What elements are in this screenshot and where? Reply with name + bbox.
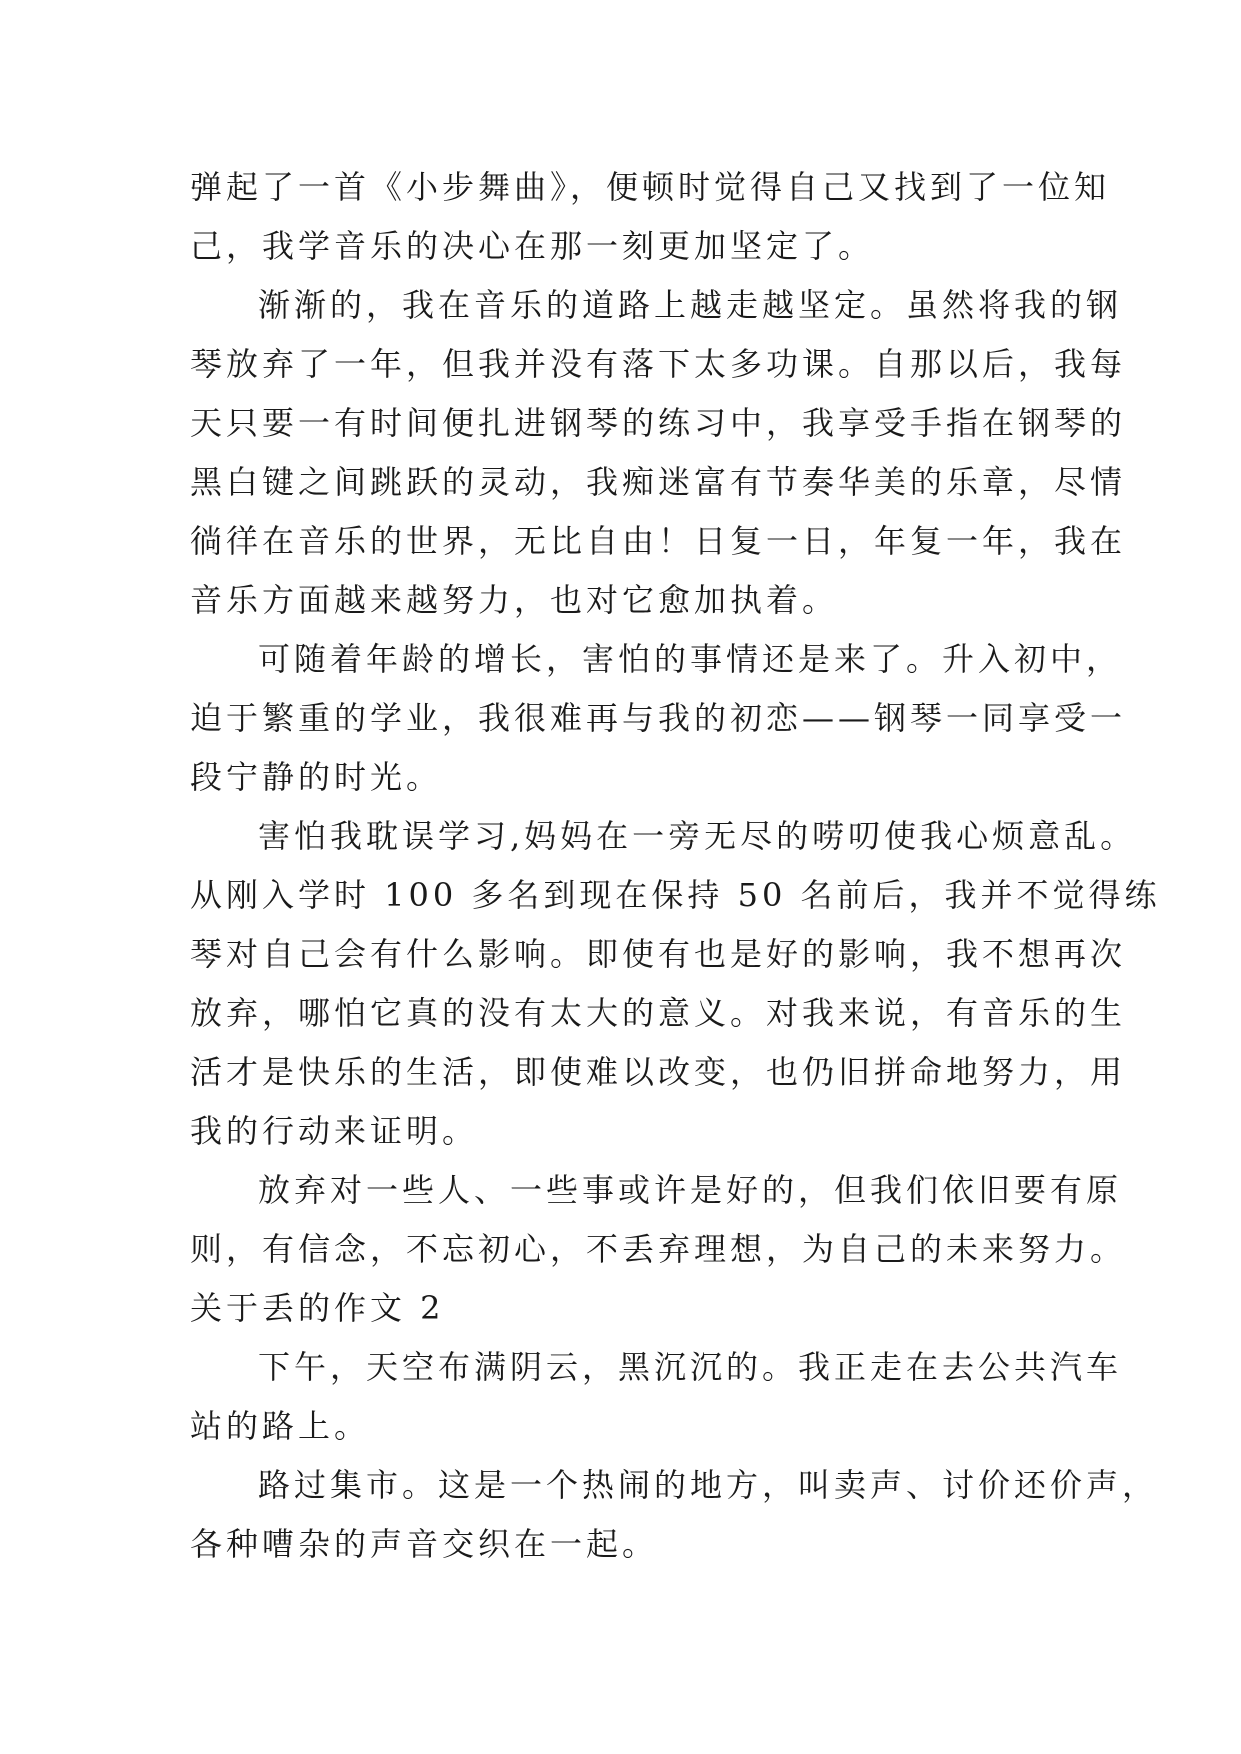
- text-line: 害怕我耽误学习,妈妈在一旁无尽的唠叨使我心烦意乱。: [258, 817, 1137, 855]
- text-line: 各种嘈杂的声音交织在一起。: [190, 1525, 659, 1563]
- text-line: 琴放弃了一年，但我并没有落下太多功课。自那以后，我每: [190, 345, 1127, 383]
- text-line: 则，有信念，不忘初心，不丢弃理想，为自己的未来努力。: [190, 1230, 1127, 1268]
- text-line: 迫于繁重的学业，我很难再与我的初恋——钢琴一同享受一: [190, 699, 1127, 737]
- text-line: 己，我学音乐的决心在那一刻更加坚定了。: [190, 227, 875, 265]
- text-line: 琴对自己会有什么影响。即使有也是好的影响，我不想再次: [190, 935, 1127, 973]
- text-line: 音乐方面越来越努力，也对它愈加执着。: [190, 581, 839, 619]
- text-line: 活才是快乐的生活，即使难以改变，也仍旧拼命地努力，用: [190, 1053, 1127, 1091]
- text-line: 放弃，哪怕它真的没有太大的意义。对我来说，有音乐的生: [190, 994, 1127, 1032]
- text-line: 我的行动来证明。: [190, 1112, 479, 1150]
- text-line: 可随着年龄的增长，害怕的事情还是来了。升入初中，: [258, 640, 1123, 678]
- text-line: 弹起了一首《小步舞曲》，便顿时觉得自己又找到了一位知: [190, 168, 1111, 206]
- text-line: 从刚入学时 100 多名到现在保持 50 名前后，我并不觉得练: [190, 876, 1161, 914]
- section-heading: 关于丢的作文 2: [190, 1289, 445, 1327]
- text-line: 徜徉在音乐的世界，无比自由！日复一日，年复一年，我在: [190, 522, 1127, 560]
- text-line: 站的路上。: [190, 1407, 371, 1445]
- text-line: 黑白键之间跳跃的灵动，我痴迷富有节奏华美的乐章，尽情: [190, 463, 1127, 501]
- text-line: 放弃对一些人、一些事或许是好的，但我们依旧要有原: [258, 1171, 1123, 1209]
- text-line: 下午，天空布满阴云，黑沉沉的。我正走在去公共汽车: [258, 1348, 1123, 1386]
- text-line: 渐渐的，我在音乐的道路上越走越坚定。虽然将我的钢: [258, 286, 1123, 324]
- document-body: [190, 158, 1161, 1574]
- text-line: 天只要一有时间便扎进钢琴的练习中，我享受手指在钢琴的: [190, 404, 1127, 442]
- text-line: 段宁静的时光。: [190, 758, 443, 796]
- text-line: 路过集市。这是一个热闹的地方，叫卖声、讨价还价声，: [258, 1466, 1159, 1504]
